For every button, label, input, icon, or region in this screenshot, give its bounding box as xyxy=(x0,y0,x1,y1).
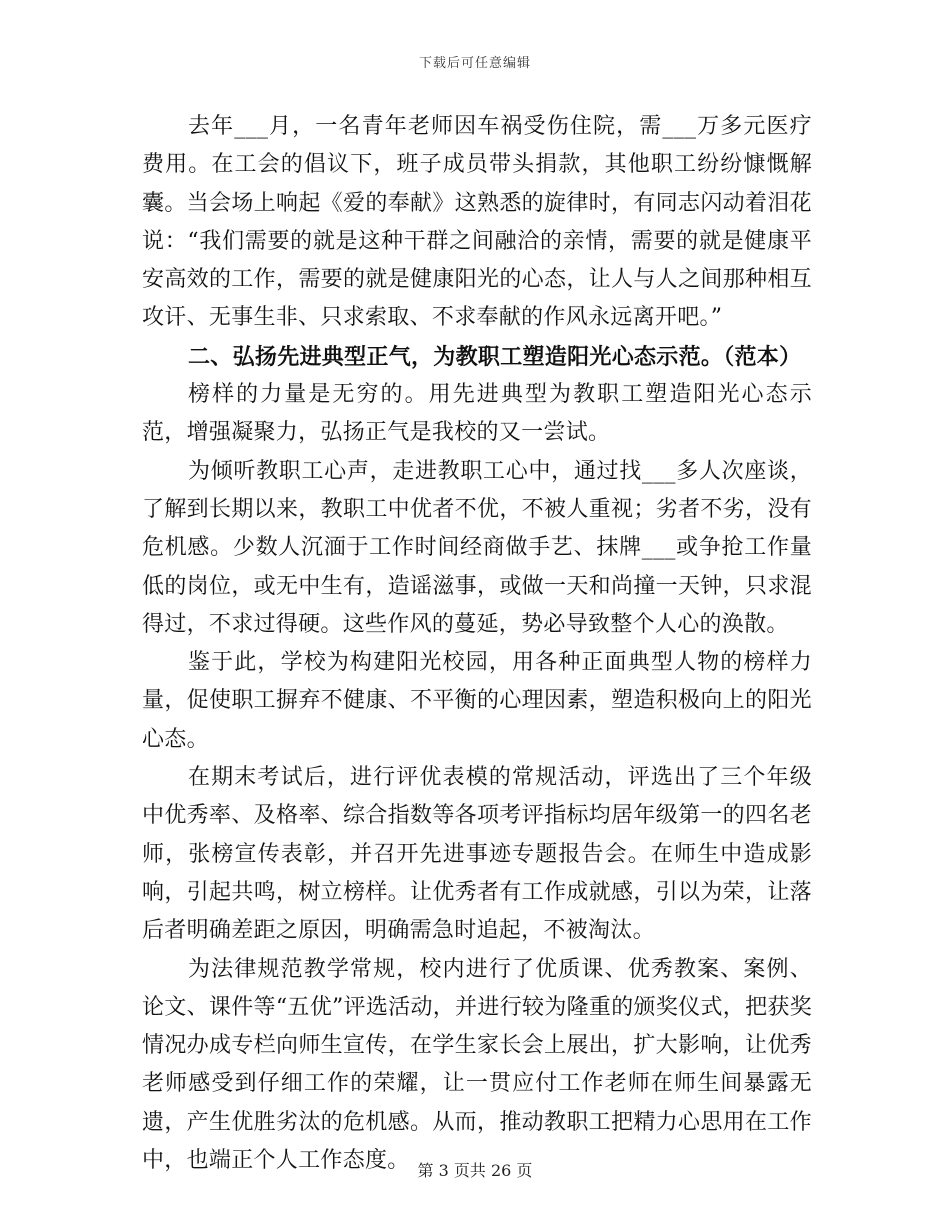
paragraph-donation-story: 去年___月，一名青年老师因车祸受伤住院，需___万多元医疗费用。在工会的倡议下，班子成员带头捐款，其他职工纷纷慷慨解囊。当会场上响起《爱的奉献》这熟悉的旋律时，有同志闪动着泪花说：“我们需要的就是这种干群之间融洽的亲情，需要的就是健康平安高效的工作，需要的就是健康阳光的心态，让人与人之间那种相互攻讦、无事生非、只求索取、不求奉献的作风永远离开吧。” xyxy=(142,114,812,331)
section-heading-two: 二、弘扬先进典型正气，为教职工塑造阳光心态示范。（范本） xyxy=(188,343,802,370)
paragraph-staff-survey: 为倾听教职工心声，走进教职工心中，通过找___多人次座谈，了解到长期以来，教职工中优者不优，不被人重视；劣者不劣，没有危机感。少数人沉湎于工作时间经商做手艺、抹牌___或争抢工作量低的岗位，或无中生有，造谣滋事，或做一天和尚撞一天钟，只求混得过，不求过得硬。这些作风的蔓延，势必导致整个人心的涣散。 xyxy=(142,458,812,637)
paragraph-exam-commendation: 在期末考试后，进行评优表模的常规活动，评选出了三个年级中优秀率、及格率、综合指数等各项考评指标均居年级第一的四名老师，张榜宣传表彰，并召开先进事迹专题报告会。在师生中造成影响，引起共鸣，树立榜样。让优秀者有工作成就感，引以为荣，让落后者明确差距之原因，明确需急时追起，不被淘汰。 xyxy=(142,765,812,944)
document-body xyxy=(142,108,812,1180)
paragraph-five-excellence: 为法律规范教学常规，校内进行了优质课、优秀教案、案例、论文、课件等“五优”评选活动，并进行较为隆重的颁奖仪式，把获奖情况办成专栏向师生宣传，在学生家长会上展出，扩大影响，让优秀老师感受到仔细工作的荣耀，让一贯应付工作老师在师生间暴露无遗，产生优胜劣汰的危机感。从而，推动教职工把精力心思用在工作中，也端正个人工作态度。 xyxy=(142,956,812,1174)
page-number: 第 3 页共 26 页 xyxy=(417,1161,533,1180)
page-header-note: 下载后可任意编辑 xyxy=(418,56,531,71)
paragraph-sunshine-campus: 鉴于此，学校为构建阳光校园，用各种正面典型人物的榜样力量，促使职工摒弃不健康、不平衡的心理因素，塑造积极向上的阳光心态。 xyxy=(142,650,812,752)
paragraph-role-model-power: 榜样的力量是无穷的。用先进典型为教职工塑造阳光心态示范，增强凝聚力，弘扬正气是我校的又一尝试。 xyxy=(142,382,812,446)
